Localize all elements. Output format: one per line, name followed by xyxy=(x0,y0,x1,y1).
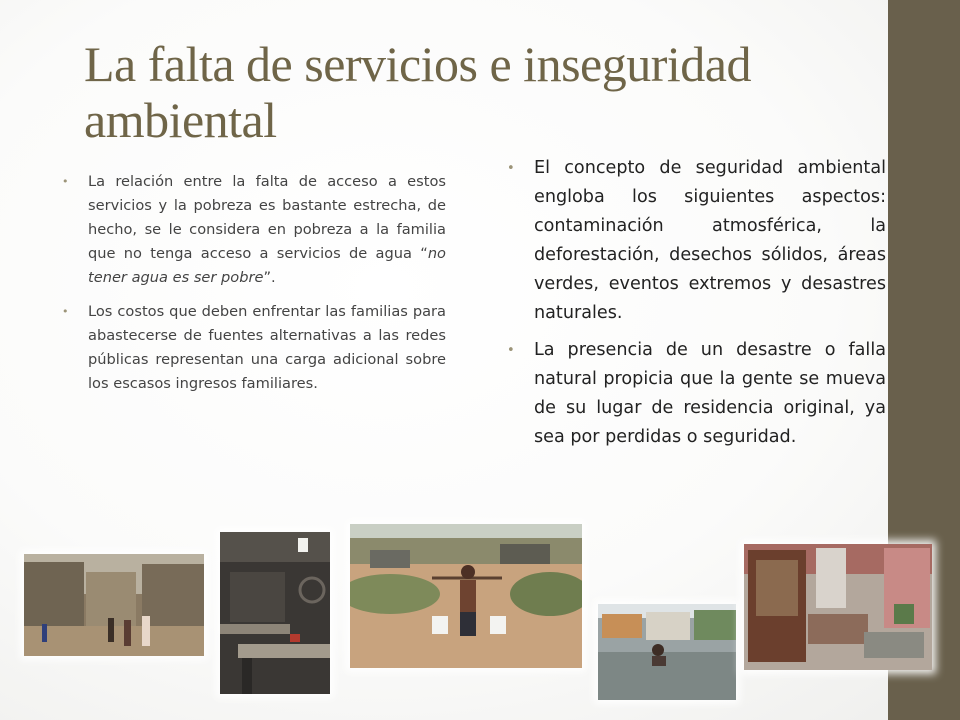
bullet-text: Los costos que deben enfrentar las familias para abastecerse de fuentes alternativas a las redes públicas representan una carga adicional sobre los escasos ingresos familiares. xyxy=(88,303,446,392)
left-bullet-2 xyxy=(88,300,446,396)
bullet-text: La relación entre la falta de acceso a estos servicios y la pobreza es bastante estrecha, de hecho, se le considera en pobreza a la familia que no tenga acceso a servicios de agua “ xyxy=(88,173,446,262)
photo-water-carrier xyxy=(350,524,582,668)
left-bullet-list xyxy=(88,170,446,406)
photo-flood xyxy=(598,604,736,700)
bullet-text: La presencia de un desastre o falla natural propicia que la gente se mueva de su lugar de residencia original, ya sea por perdidas o seguridad. xyxy=(534,340,886,447)
right-bullet-1 xyxy=(534,154,886,328)
photo-shanty-street xyxy=(24,554,204,656)
bullet-tail: ”. xyxy=(263,269,276,286)
bullet-italic-quote: no tener agua es ser pobre xyxy=(88,245,446,286)
left-bullet-1 xyxy=(88,170,446,290)
bullet-text: El concepto de seguridad ambiental engloba los siguientes aspectos: contaminación atmosférica, la deforestación, desechos sólidos, áreas verdes, eventos extremos y desastres naturales. xyxy=(534,158,886,323)
photo-kitchen-interior xyxy=(220,532,330,694)
right-bullet-2 xyxy=(534,336,886,452)
slide-title: La falta de servicios e inseguridad ambiental xyxy=(84,36,751,148)
photo-damaged-room xyxy=(744,544,932,670)
right-bullet-list xyxy=(534,154,886,460)
